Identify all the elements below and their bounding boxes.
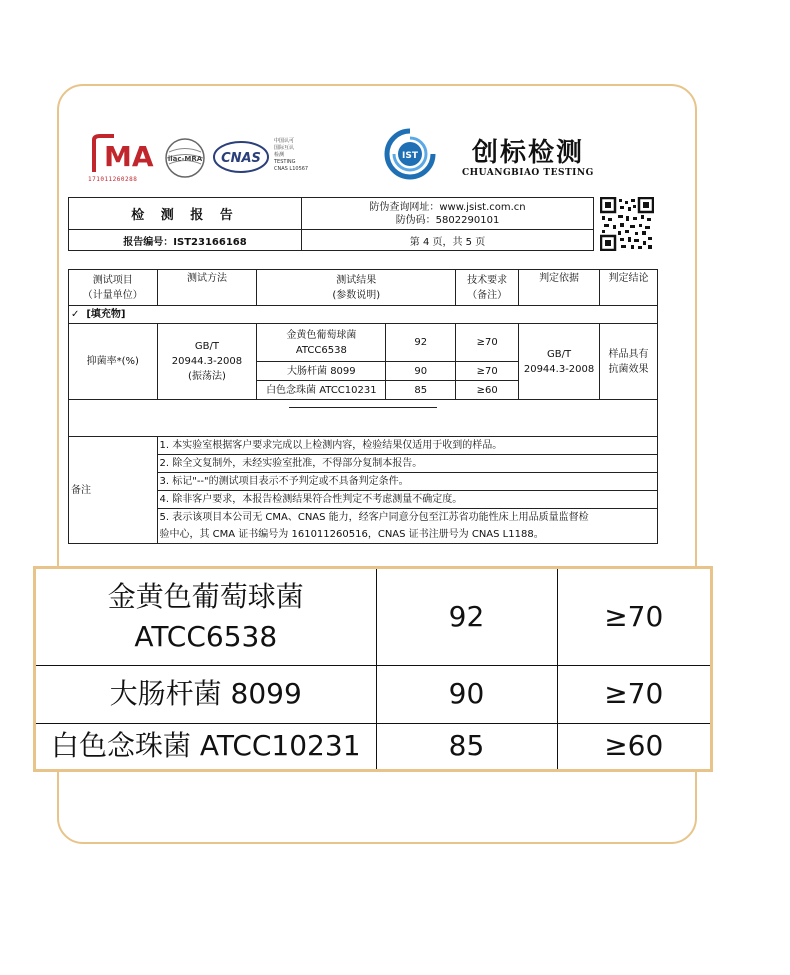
col-header-requirement-label: 技术要求: [467, 274, 508, 286]
organism-name: 金黄色葡萄球菌: [286, 329, 357, 341]
notes-label: 备注: [69, 437, 158, 544]
requirement-value: ≥60: [456, 381, 519, 400]
zoom-organism-strain: ATCC6538: [134, 619, 278, 653]
cnas-accreditation-text: [274, 138, 344, 173]
report-title: 检 测 报 告: [69, 198, 302, 230]
zoom-requirement-value: ≥70: [557, 569, 710, 665]
cnas-line: TESTING: [274, 159, 296, 165]
judgment-basis: [519, 324, 600, 400]
cma-number: 171011260288: [88, 176, 138, 183]
notes-list: [157, 437, 658, 544]
test-method-line: GB/T: [194, 341, 219, 352]
blank-row: [69, 400, 658, 437]
result-value: 92: [386, 324, 456, 362]
zoom-organism-cell: 大肠杆菌 8099: [36, 665, 376, 723]
cnas-logo-text: CNAS: [221, 151, 261, 166]
zoom-result-value: 85: [376, 723, 557, 769]
organism-cell: 白色念珠菌 ATCC10231: [257, 381, 386, 400]
judgment-basis-line: GB/T: [547, 348, 572, 360]
col-header-method: 测试方法: [157, 270, 257, 306]
note-item: 验中心，其 CMA 证书编号为 161011260516，CNAS 证书注册号为 CNAS L1188。: [159, 529, 544, 540]
ilac-logo-text: ilac-MRA: [167, 155, 203, 163]
col-header-result-label: 测试结果: [336, 274, 377, 286]
logo-bar: [88, 128, 648, 188]
cnas-line: 中国认可: [274, 138, 295, 144]
brand-name-en: CHUANGBIAO TESTING: [462, 168, 594, 178]
section-label: [填充物]: [86, 309, 126, 320]
zoom-requirement-value: ≥70: [557, 665, 710, 723]
cnas-logo: [212, 140, 270, 174]
zoom-organism-cell: [36, 569, 376, 665]
ilac-mra-logo: [164, 137, 206, 179]
section-row: [69, 306, 658, 324]
zoom-result-value: 90: [376, 665, 557, 723]
col-header-requirement: [456, 270, 519, 306]
conclusion: [600, 324, 658, 400]
col-header-item-unit: （计量单位）: [82, 289, 143, 301]
note-item: 1. 本实验室根据客户要求完成以上检测内容，检验结果仅适用于收到的样品。: [158, 437, 658, 455]
verify-url: 防伪查询网址：www.jsist.com.cn: [369, 201, 526, 213]
note-item: 2. 除全文复制外，未经实验室批准，不得部分复制本报告。: [158, 455, 658, 473]
result-value: 90: [386, 362, 456, 381]
zoomed-results-callout: [33, 566, 713, 772]
end-divider: [289, 407, 437, 408]
qr-code: [600, 197, 654, 251]
results-table: [68, 269, 658, 544]
verify-code: 防伪码：5802290101: [395, 214, 500, 226]
col-header-result-sub: (参数说明): [332, 289, 381, 301]
cnas-line: CNAS L10567: [274, 166, 309, 172]
verify-info: [302, 198, 594, 230]
zoomed-results-table: [36, 569, 710, 769]
zoom-organism-cell: 白色念珠菌 ATCC10231: [36, 723, 376, 769]
zoom-result-value: 92: [376, 569, 557, 665]
test-method-line: 20944.3-2008: [171, 356, 243, 367]
test-method: [157, 324, 257, 400]
cnas-line: 检测: [274, 152, 285, 158]
organism-cell: [257, 324, 386, 362]
organism-cell: 大肠杆菌 8099: [257, 362, 386, 381]
report-number: 报告编号：IST23166168: [69, 230, 302, 251]
ist-logo: [384, 128, 436, 180]
col-header-requirement-sub: （备注）: [467, 289, 508, 301]
conclusion-line: 抗菌效果: [608, 363, 649, 375]
col-header-basis: 判定依据: [519, 270, 600, 306]
col-header-conclusion: 判定结论: [600, 270, 658, 306]
col-header-item: [69, 270, 158, 306]
cma-logo: [90, 134, 156, 176]
note-item: 5. 表示该项目本公司无 CMA、CNAS 能力，经客户同意分包至江苏省功能性床上用品质量监督检: [159, 512, 589, 523]
cnas-line: 国际互认: [274, 145, 295, 151]
col-header-item-label: 测试项目: [92, 274, 133, 286]
zoom-requirement-value: ≥60: [557, 723, 710, 769]
brand-name-cn: 创标检测: [472, 138, 585, 168]
requirement-value: ≥70: [456, 362, 519, 381]
ist-logo-text: IST: [402, 151, 418, 161]
requirement-value: ≥70: [456, 324, 519, 362]
test-item-name: 抑菌率*(%): [69, 324, 158, 400]
note-item: 3. 标记"--"的测试项目表示不予判定或不具备判定条件。: [158, 473, 658, 491]
test-method-line: (振荡法): [188, 371, 226, 382]
judgment-basis-line: 20944.3-2008: [523, 363, 595, 375]
note-item: 4. 除非客户要求，本报告检测结果符合性判定不考虑测量不确定度。: [158, 491, 658, 509]
check-icon: ✓: [71, 309, 80, 320]
organism-strain: ATCC6538: [295, 344, 347, 356]
result-value: 85: [386, 381, 456, 400]
cma-logo-text: MA: [104, 140, 154, 173]
conclusion-line: 样品具有: [608, 348, 649, 360]
report-header: [68, 197, 594, 251]
col-header-result: [257, 270, 456, 306]
page-info: 第 4 页，共 5 页: [302, 230, 594, 251]
zoom-organism-name: 金黄色葡萄球菌: [107, 579, 304, 613]
